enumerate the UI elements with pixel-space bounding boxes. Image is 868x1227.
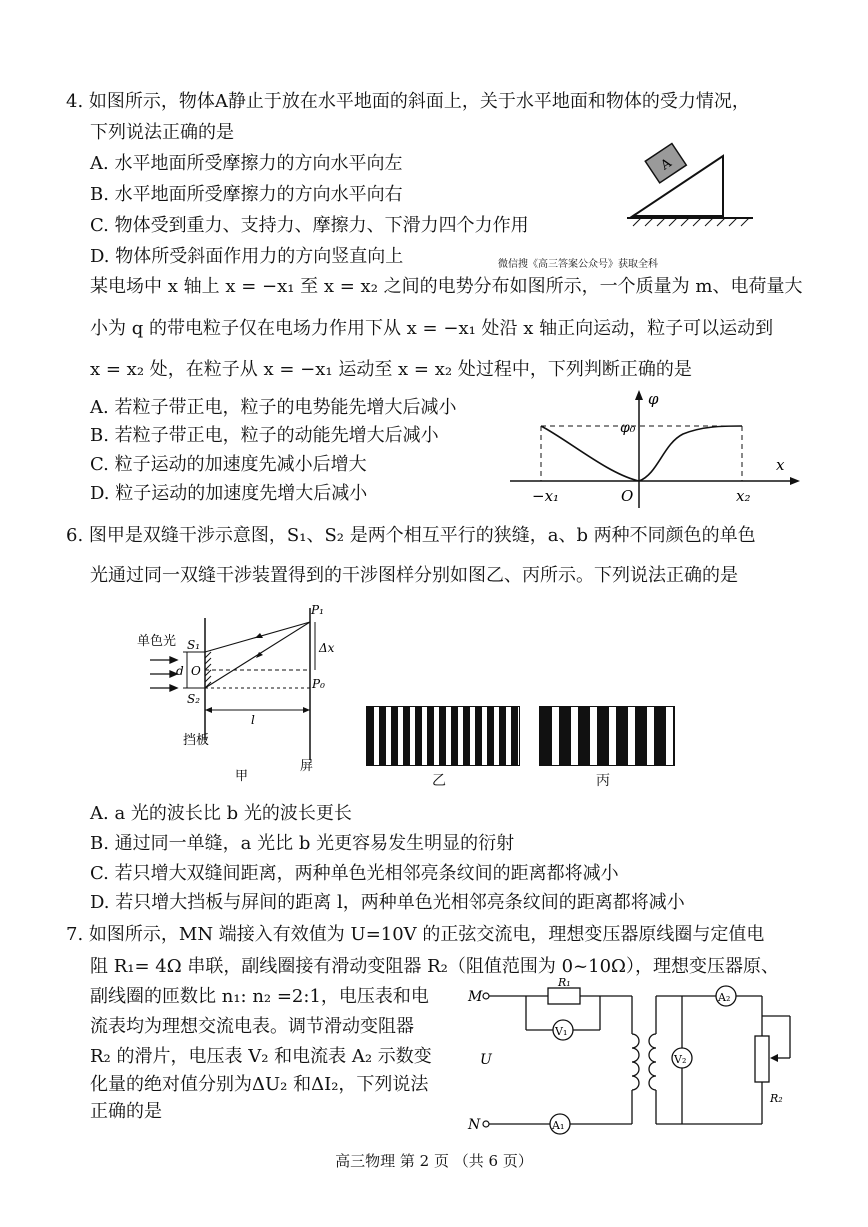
q6-option-a: A. a 光的波长比 b 光的波长更长 <box>90 803 352 824</box>
q7-circuit-figure <box>460 978 810 1136</box>
u-label: U <box>480 1052 492 1068</box>
q6-double-slit-figure <box>135 600 355 790</box>
q4-stem-line2: 下列说法正确的是 <box>90 122 234 143</box>
q5-option-c: C. 粒子运动的加速度先减小后增大 <box>90 454 367 475</box>
q6-option-b: B. 通过同一单缝，a 光比 b 光更容易发生明显的衍射 <box>90 833 515 854</box>
a1-label: A₁ <box>552 1119 565 1132</box>
light-label: 单色光 <box>137 634 177 649</box>
fringe-pattern-yi <box>366 706 520 766</box>
r2-rheostat <box>755 1036 769 1082</box>
p1-label: P₁ <box>311 603 324 617</box>
q4-stem-line1: 4. 如图所示，物体A静止于放在水平地面的斜面上，关于水平地面和物体的受力情况， <box>66 91 750 112</box>
bing-label: 丙 <box>596 773 610 789</box>
q5-stem-line2: 小为 q 的带电粒子仅在电场力作用下从 x = −x₁ 处沿 x 轴正向运动，粒子可以运动到 <box>90 318 774 339</box>
q7-stem-line5: R₂ 的滑片，电压表 V₂ 和电流表 A₂ 示数变 <box>90 1046 432 1067</box>
q7-stem-line4: 流表均为理想交流电表。调节滑动变阻器 <box>90 1016 414 1037</box>
a2-label: A₂ <box>718 991 731 1004</box>
s2-label: S₂ <box>187 692 201 706</box>
q7-stem-line6: 化量的绝对值分别为ΔU₂ 和ΔI₂，下列说法 <box>90 1074 429 1095</box>
q4-option-a: A. 水平地面所受摩擦力的方向水平向左 <box>90 153 403 174</box>
r2-label: R₂ <box>770 1092 783 1105</box>
p0-label: P₀ <box>312 677 325 691</box>
page-footer: 高三物理 第 2 页 （共 6 页） <box>335 1152 533 1170</box>
q4-option-b: B. 水平地面所受摩擦力的方向水平向右 <box>90 184 403 205</box>
s1-label: S₁ <box>187 638 201 652</box>
q5-potential-graph <box>508 388 808 513</box>
origin-label: O <box>621 487 634 505</box>
screen-label: 屏 <box>300 759 314 774</box>
watermark-note: 微信搜《高三答案公众号》获取全科 <box>498 259 658 270</box>
n-terminal-label: N <box>468 1117 481 1133</box>
primary-coil <box>632 1034 639 1090</box>
phi0-label: φ₀ <box>620 420 636 436</box>
x-axis-label: x <box>776 456 785 474</box>
q4-option-c: C. 物体受到重力、支持力、摩擦力、下滑力四个力作用 <box>90 215 529 236</box>
l-label: l <box>251 713 255 727</box>
q7-stem-line1: 7. 如图所示，MN 端接入有效值为 U=10V 的正弦交流电，理想变压器原线圈与定值电 <box>66 924 765 945</box>
q7-stem-line7: 正确的是 <box>90 1101 162 1122</box>
phi-axis-label: φ <box>648 390 659 408</box>
fringe-pattern-bing <box>539 706 675 766</box>
q7-stem-line2: 阻 R₁= 4Ω 串联，副线圈接有滑动变阻器 R₂（阻值范围为 0~10Ω），理想变压器原、 <box>90 956 779 977</box>
o-label: O <box>191 664 201 678</box>
secondary-coil <box>649 1034 656 1090</box>
r1-resistor <box>548 988 580 1004</box>
q6-stem-line2: 光通过同一双缝干涉装置得到的干涉图样分别如图乙、丙所示。下列说法正确的是 <box>90 565 738 586</box>
d-label: d <box>176 664 184 678</box>
q5-option-b: B. 若粒子带正电，粒子的动能先增大后减小 <box>90 425 439 446</box>
neg-x1-label: −x₁ <box>532 487 560 505</box>
q4-option-d: D. 物体所受斜面作用力的方向竖直向上 <box>90 246 404 267</box>
slider-arrow <box>770 1054 778 1062</box>
jia-label: 甲 <box>235 769 249 784</box>
barrier-label: 挡板 <box>183 733 210 748</box>
yi-label: 乙 <box>432 773 446 789</box>
x2-label: x₂ <box>736 487 751 505</box>
q4-incline-figure <box>625 138 755 228</box>
m-terminal-label: M <box>468 989 483 1005</box>
q6-option-c: C. 若只增大双缝间距离，两种单色光相邻亮条纹间的距离都将减小 <box>90 863 619 884</box>
q6-stem-line1: 6. 图甲是双缝干涉示意图，S₁、S₂ 是两个相互平行的狭缝，a、b 两种不同颜色的单色 <box>66 525 756 546</box>
v2-label: V₂ <box>674 1053 687 1066</box>
block-a-label: A <box>658 155 675 174</box>
q5-stem-line1: 某电场中 x 轴上 x = −x₁ 至 x = x₂ 之间的电势分布如图所示，一个质量为 m、电荷量大 <box>90 276 803 297</box>
v1-label: V₁ <box>555 1025 568 1038</box>
r1-label: R₁ <box>558 978 571 989</box>
q6-option-d: D. 若只增大挡板与屏间的距离 l，两种单色光相邻亮条纹间的距离都将减小 <box>90 892 685 913</box>
q7-stem-line3: 副线圈的匝数比 n₁: n₂ =2:1，电压表和电 <box>90 986 429 1007</box>
dx-label: Δx <box>319 641 335 655</box>
q5-option-d: D. 粒子运动的加速度先增大后减小 <box>90 483 368 504</box>
q5-option-a: A. 若粒子带正电，粒子的电势能先增大后减小 <box>90 397 457 418</box>
potential-curve <box>541 426 742 481</box>
q5-stem-line3: x = x₂ 处，在粒子从 x = −x₁ 运动至 x = x₂ 处过程中，下列判断正确的是 <box>90 359 692 380</box>
